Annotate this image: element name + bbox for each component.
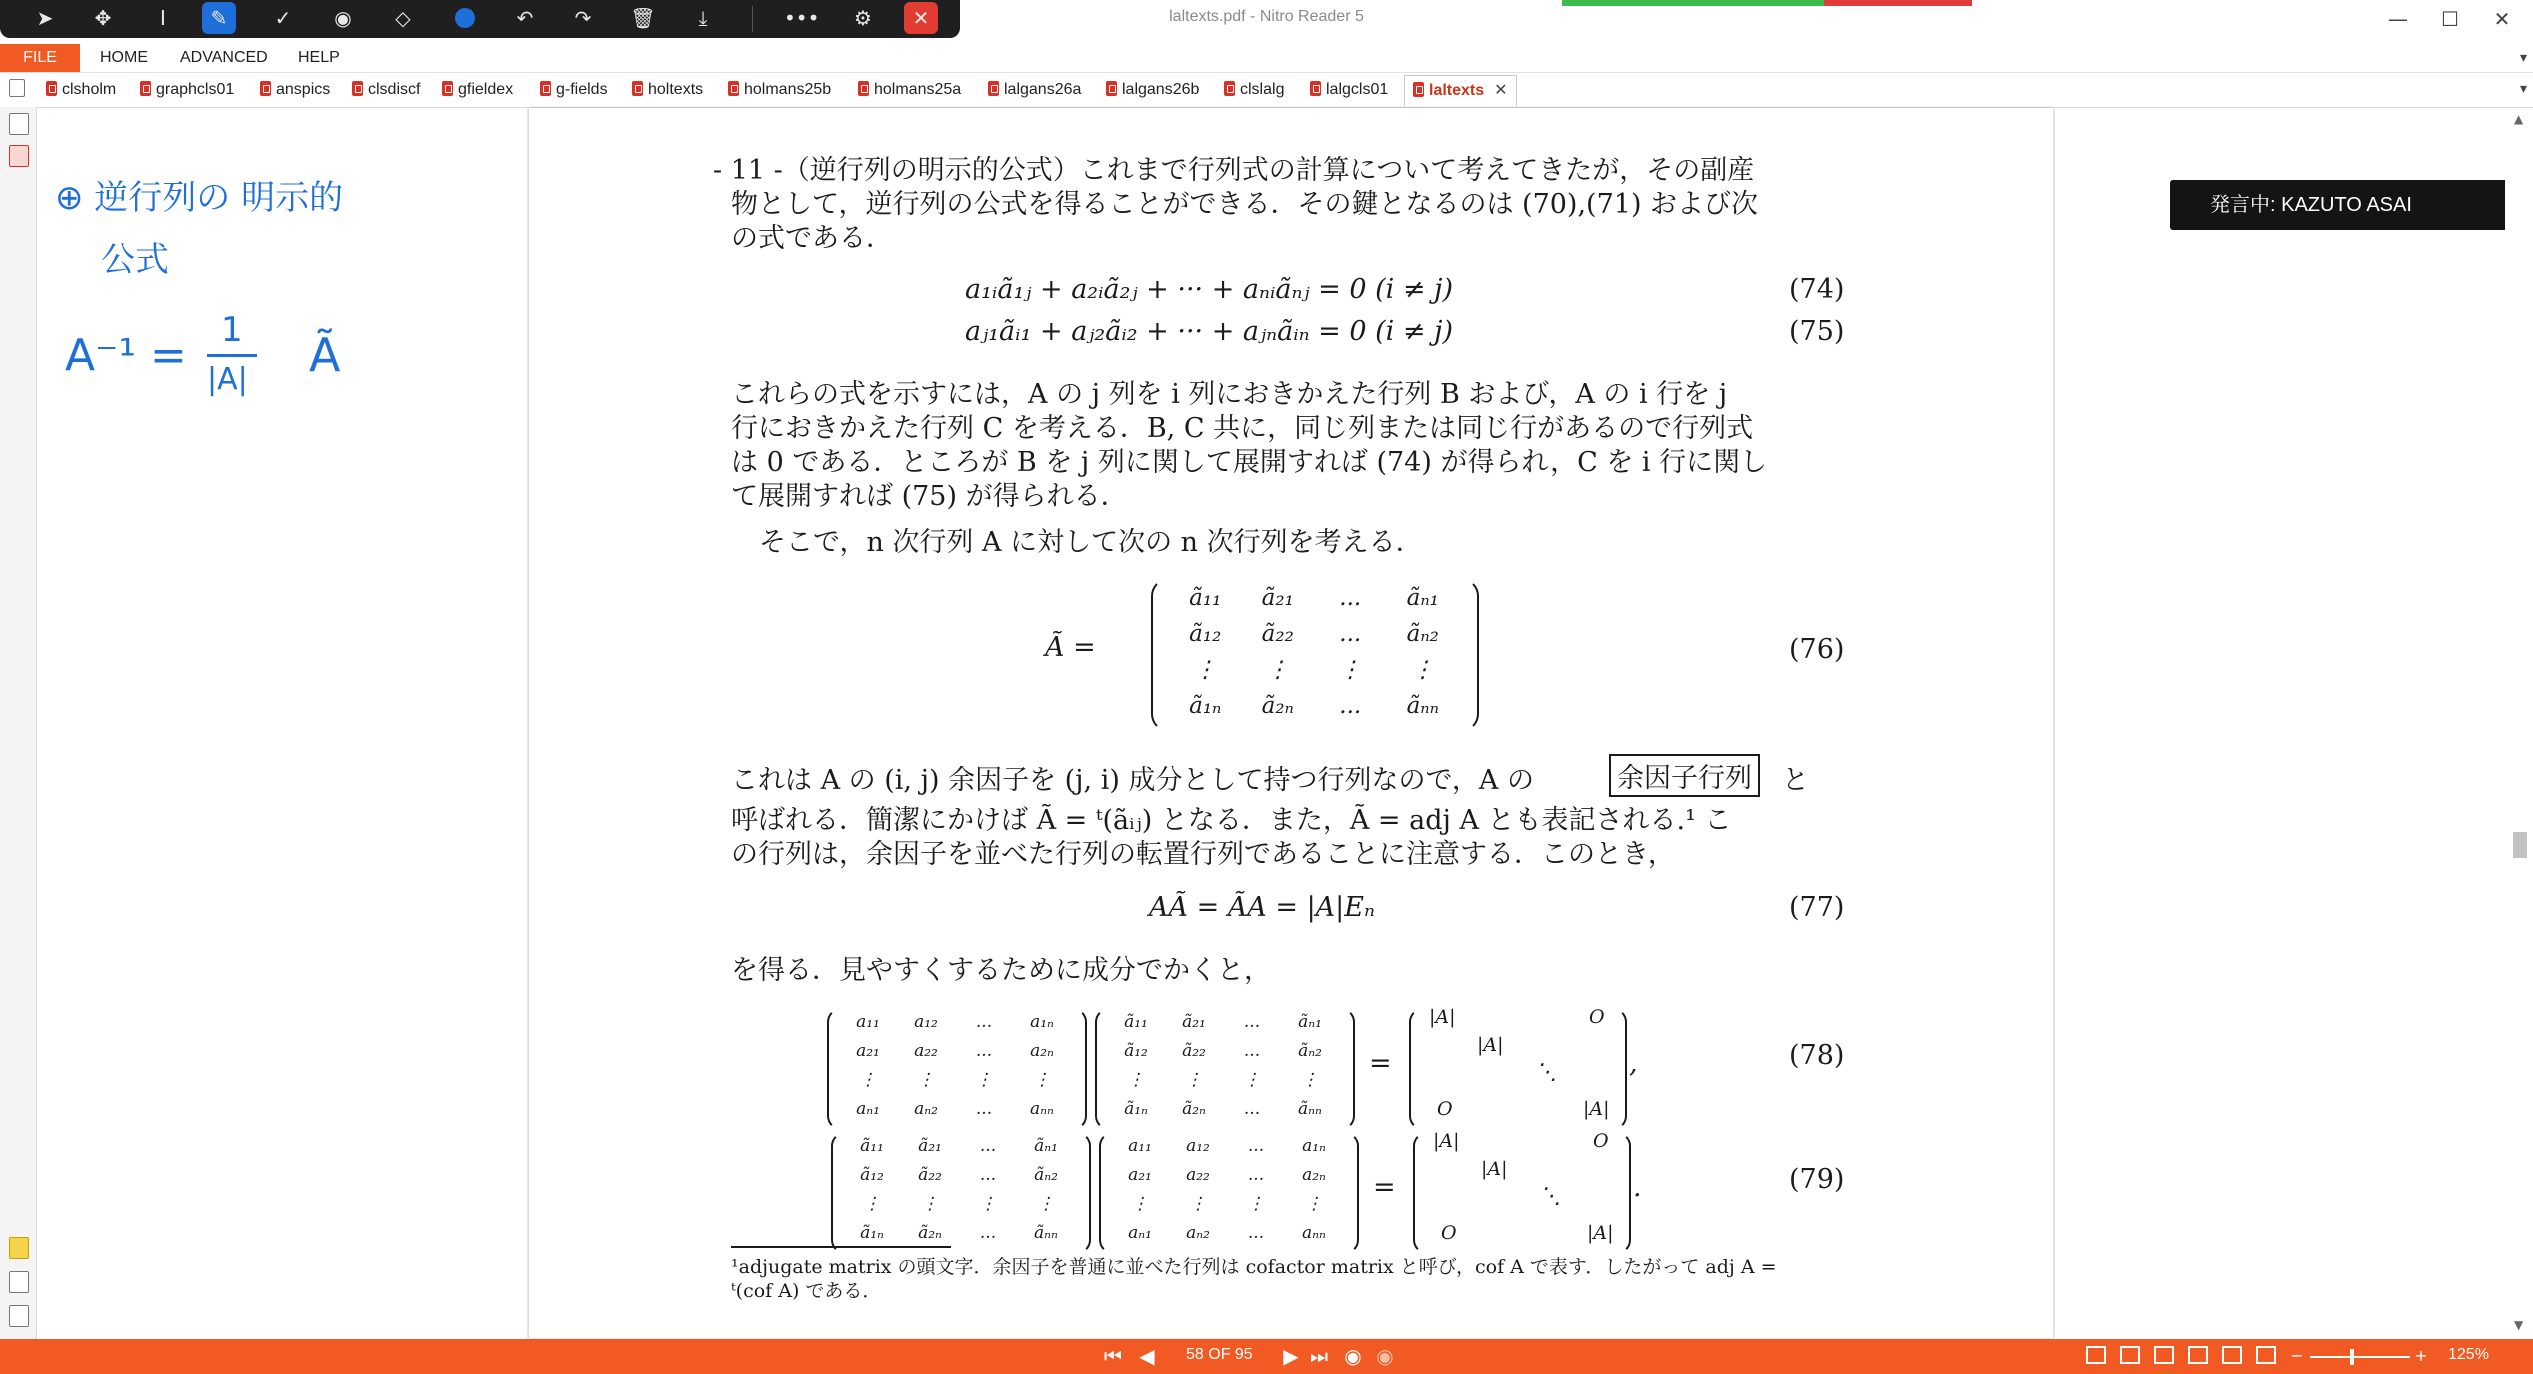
tab-label: lalgcls01: [1326, 81, 1389, 98]
pdf-file-icon: [858, 81, 869, 96]
equation-75: aⱼ₁ãᵢ₁ + aⱼ₂ãᵢ₂ + ··· + aⱼₙãᵢₙ = 0 (i ≠ j): [965, 316, 1453, 347]
tab-lalgans26a[interactable]: [988, 77, 1081, 103]
right-paren: [1077, 1132, 1091, 1254]
home-menu[interactable]: HOME: [100, 49, 148, 66]
matrix-cell: ...: [1247, 1223, 1265, 1243]
check-icon[interactable]: ✓: [274, 6, 292, 30]
zero-block: O: [1437, 1098, 1453, 1120]
close-toolbar-icon[interactable]: ✕: [904, 2, 938, 34]
tab-label: holmans25a: [874, 81, 962, 98]
matrix-cell: ã₁₂: [860, 1165, 884, 1185]
equation-77: AÃ = ÃA = |A|Eₙ: [1149, 892, 1375, 923]
matrix-cell: a₁₂: [914, 1012, 938, 1032]
paragraph-line: と: [1782, 765, 1809, 796]
pdf-file-icon: [46, 81, 57, 96]
eraser-icon[interactable]: ◇: [395, 6, 411, 30]
bookmarks-panel-icon[interactable]: [9, 145, 29, 167]
tab-label: gfieldex: [458, 81, 514, 98]
zero-block: O: [1441, 1222, 1457, 1244]
handwritten-formula-rhs: Ã: [309, 328, 341, 382]
next-page-icon[interactable]: ▶: [1283, 1344, 1299, 1368]
left-paren: [1413, 1132, 1427, 1254]
punctuation: ,: [1629, 1048, 1638, 1079]
matrix-cell: ãₙ₁: [1298, 1012, 1322, 1032]
matrix-cell: ãₙ₁: [1034, 1136, 1058, 1156]
footnote-rule: [731, 1246, 951, 1248]
file-menu[interactable]: FILE: [0, 44, 80, 72]
matrix-cell: ...: [1247, 1136, 1265, 1156]
matrix-cell: ⋮: [1266, 657, 1290, 683]
matrix-cell: ãₙₙ: [1034, 1223, 1058, 1243]
first-page-icon[interactable]: ⏮: [1104, 1344, 1122, 1368]
matrix-cell: ã₂₂: [1182, 1041, 1206, 1061]
matrix-cell: ã₂₁: [918, 1136, 942, 1156]
diagonal-entry: |A|: [1587, 1222, 1614, 1244]
close-window-button[interactable]: ✕: [2493, 7, 2511, 31]
layers-panel-icon[interactable]: [9, 1305, 29, 1327]
paragraph-line: 物として，逆行列の公式を得ることができる．その鍵となるのは (70),(71) および次: [731, 189, 1759, 220]
undo-icon[interactable]: ↶: [516, 6, 534, 30]
tab-lalgans26b[interactable]: [1106, 77, 1199, 103]
matrix-cell: ...: [979, 1165, 997, 1185]
tab-anspics[interactable]: [260, 77, 330, 103]
matrix-cell: ⋮: [1247, 1194, 1265, 1214]
punctuation: .: [1633, 1172, 1642, 1203]
tab-label: holmans25b: [744, 81, 832, 98]
pages-panel-icon[interactable]: [9, 113, 29, 135]
tab-label: graphcls01: [156, 81, 235, 98]
matrix-cell: ã₁₁: [860, 1136, 884, 1156]
pdf-file-icon: [1310, 81, 1321, 96]
matrix-cell: ã₂ₙ: [1261, 693, 1294, 719]
previous-page-icon[interactable]: ◀: [1139, 1344, 1155, 1368]
matrix-cell: ⋮: [1033, 1070, 1051, 1090]
scroll-up-icon[interactable]: ▲: [2514, 112, 2524, 126]
single-page-view-icon[interactable]: [2086, 1346, 2106, 1364]
handwritten-formula-denominator: |A|: [207, 362, 248, 397]
zoom-out-icon[interactable]: −: [2290, 1346, 2304, 1365]
tab-overflow-icon[interactable]: ▾: [2519, 81, 2527, 97]
whiteboard-margin-right: [2055, 108, 2505, 1338]
matrix-cell: ã₁ₙ: [860, 1223, 884, 1243]
tab-gfieldex[interactable]: [442, 77, 513, 103]
tab-label: laltexts: [1429, 82, 1485, 99]
pdf-file-icon: [442, 81, 453, 96]
comments-panel-icon[interactable]: [9, 1237, 29, 1259]
trash-icon[interactable]: 🗑: [630, 6, 656, 30]
left-paren: [1409, 1008, 1423, 1130]
tab-clslalg[interactable]: [1224, 77, 1284, 103]
matrix-cell: ...: [1339, 621, 1362, 647]
matrix-cell: ãₙₙ: [1298, 1099, 1322, 1119]
matrix-cell: ⋮: [1193, 657, 1217, 683]
matrix-cell: ⋮: [1037, 1194, 1055, 1214]
left-paren: [1151, 578, 1169, 732]
matrix-cell: ⋮: [917, 1070, 935, 1090]
vertical-scrollbar[interactable]: [2505, 108, 2533, 1338]
download-icon[interactable]: ⤓: [698, 6, 708, 30]
matrix-cell: ⋮: [1189, 1194, 1207, 1214]
paragraph-line: - 11 -（逆行列の明示的公式）これまで行列式の計算について考えてきたが，その副産: [713, 155, 1755, 186]
matrix-cell: ã₂ₙ: [918, 1223, 942, 1243]
right-paren: [1461, 578, 1479, 732]
tab-label: lalgans26a: [1004, 81, 1082, 98]
tab-holmans25b[interactable]: [728, 77, 831, 103]
matrix-cell: ⋮: [863, 1194, 881, 1214]
cofactor-matrix: [1169, 580, 1459, 724]
handwritten-fraction-bar: [207, 354, 257, 357]
matrix-cell: ãₙ₂: [1298, 1041, 1322, 1061]
fit-page-icon[interactable]: [2256, 1346, 2276, 1364]
matrix-cell: a₁₁: [1128, 1136, 1152, 1156]
scrollbar-thumb[interactable]: [2513, 832, 2527, 858]
last-page-icon[interactable]: ⏭: [1310, 1344, 1328, 1368]
matrix-cell: ...: [1243, 1012, 1261, 1032]
right-paren: [1617, 1132, 1631, 1254]
tab-graphcls01[interactable]: [140, 77, 234, 103]
tab-label: clsdiscf: [368, 81, 421, 98]
continuous-view-icon[interactable]: [2120, 1346, 2140, 1364]
user-settings-icon[interactable]: ⚙: [854, 6, 872, 30]
matrix-a-tilde: [1107, 1008, 1339, 1124]
matrix-cell: ãₙ₂: [1034, 1165, 1058, 1185]
equation-number: (79): [1789, 1164, 1845, 1195]
equation-number: (77): [1789, 892, 1845, 923]
tab-close-icon[interactable]: ✕: [1494, 82, 1508, 99]
document-viewport[interactable]: [37, 108, 2505, 1338]
diagonal-entry: |A|: [1481, 1158, 1508, 1180]
matrix-cell: ⋮: [1185, 1070, 1203, 1090]
matrix-cell: aₙ₁: [1128, 1223, 1152, 1243]
matrix-cell: ã₂₂: [918, 1165, 942, 1185]
tab-label: clsholm: [62, 81, 117, 98]
tab-laltexts[interactable]: [1404, 75, 1517, 106]
equals-sign: =: [1373, 1172, 1396, 1203]
matrix-a-tilde: [843, 1132, 1075, 1248]
matrix-cell: ã₁₂: [1124, 1041, 1148, 1061]
minimize-button[interactable]: —: [2388, 7, 2408, 31]
scroll-down-icon[interactable]: ▼: [2514, 1318, 2524, 1332]
equation-74: a₁ᵢã₁ⱼ + a₂ᵢã₂ⱼ + ··· + aₙᵢãₙⱼ = 0 (i ≠ j): [965, 274, 1453, 305]
matrix-cell: ...: [979, 1223, 997, 1243]
matrix-cell: a₂₁: [1128, 1165, 1152, 1185]
meeting-status-green: [1562, 0, 1824, 6]
matrix-cell: ã₁₂: [1189, 621, 1222, 647]
paragraph-line: の行列は，余因子を並べた行列の転置行列であることに注意する．このとき，: [731, 839, 1675, 870]
footnote-line: ¹adjugate matrix の頭文字．余因子を普通に並べた行列は cofactor matrix と呼び，cof A で表す．したがって adj A =: [731, 1256, 1777, 1278]
tab-label: g-fields: [556, 81, 608, 98]
matrix-cell: ...: [1339, 585, 1362, 611]
matrix-cell: ã₁₁: [1124, 1012, 1148, 1032]
matrix-cell: ...: [1339, 693, 1362, 719]
matrix-cell: a₂₂: [1186, 1165, 1210, 1185]
matrix-cell: aₙ₁: [856, 1099, 880, 1119]
matrix-cell: ⋮: [1131, 1194, 1149, 1214]
paragraph-line: の式である．: [731, 223, 893, 254]
pen-icon[interactable]: ✎: [202, 2, 236, 34]
matrix-cell: ⋮: [1411, 657, 1435, 683]
matrix-cell: aₙₙ: [1302, 1223, 1326, 1243]
handwritten-formula-numerator: 1: [221, 310, 243, 350]
matrix-cell: ...: [975, 1099, 993, 1119]
matrix-cell: a₂ₙ: [1302, 1165, 1326, 1185]
pdf-file-icon: [140, 81, 151, 96]
paragraph-line: これは A の (i, j) 余因子を (j, i) 成分として持つ行列なので，A の: [731, 765, 1535, 796]
pointer-icon[interactable]: ➤: [36, 6, 54, 30]
matrix-cell: ã₂ₙ: [1182, 1099, 1206, 1119]
right-paren: [1345, 1132, 1359, 1254]
diagonal-entry: |A|: [1433, 1130, 1460, 1152]
matrix-cell: ...: [1243, 1099, 1261, 1119]
matrix-cell: ...: [975, 1012, 993, 1032]
left-side-panel: [0, 107, 37, 1339]
matrix-cell: ãₙₙ: [1406, 693, 1439, 719]
whiteboard-margin-left: [37, 108, 527, 1338]
handwritten-formula-lhs: A⁻¹ =: [65, 330, 187, 381]
matrix-cell: a₁₂: [1186, 1136, 1210, 1156]
attachments-panel-icon[interactable]: [9, 1271, 29, 1293]
next-view-icon[interactable]: ◉: [1376, 1344, 1394, 1368]
matrix-cell: ãₙ₂: [1406, 621, 1439, 647]
matrix-cell: ã₁ₙ: [1189, 693, 1222, 719]
maximize-button[interactable]: ☐: [2441, 7, 2459, 31]
zoom-slider-thumb[interactable]: [2350, 1349, 2354, 1365]
paragraph-line: これらの式を示すには，A の j 列を i 列におきかえた行列 B および，A の i 行を j: [731, 379, 1728, 410]
toolbar-divider: [752, 6, 753, 32]
matrix-cell: ã₁₁: [1189, 585, 1222, 611]
matrix-cell: a₂ₙ: [1030, 1041, 1054, 1061]
pdf-file-icon: [1106, 81, 1117, 96]
tab-clsdiscf[interactable]: [352, 77, 420, 103]
facing-view-icon[interactable]: [2154, 1346, 2174, 1364]
right-paren: [1073, 1008, 1087, 1130]
tab-holtexts[interactable]: [632, 77, 703, 103]
matrix-cell: ...: [975, 1041, 993, 1061]
pdf-file-icon: [1224, 81, 1235, 96]
matrix-cell: a₁ₙ: [1030, 1012, 1054, 1032]
right-paren: [1341, 1008, 1355, 1130]
footnote-line: ᵗ(cof A) である．: [731, 1280, 882, 1302]
matrix-cell: a₂₂: [914, 1041, 938, 1061]
pdf-page: [529, 108, 2053, 1338]
matrix-a: [839, 1008, 1071, 1124]
tab-label: anspics: [276, 81, 331, 98]
pen-toolbar: [0, 0, 960, 38]
matrix-cell: aₙₙ: [1030, 1099, 1054, 1119]
diagonal-dots: ⋱: [1539, 1184, 1561, 1209]
pdf-file-icon: [1413, 82, 1424, 97]
equals-sign: =: [1369, 1048, 1392, 1079]
paragraph-line: 呼ばれる．簡潔にかけば Ã = ᵗ(ãᵢⱼ) となる．また，Ã = adj A とも表記される.¹ こ: [731, 805, 1732, 836]
matrix-cell: ...: [979, 1136, 997, 1156]
paragraph-line: 行におきかえた行列 C を考える．B, C 共に，同じ列または同じ行があるので行列式: [731, 413, 1754, 444]
tab-clsholm[interactable]: [46, 77, 116, 103]
matrix-cell: a₁₁: [856, 1012, 880, 1032]
pdf-file-icon: [728, 81, 739, 96]
handwritten-note-title: ⊕ 逆行列の 明示的: [55, 178, 344, 218]
equation-number: (75): [1789, 316, 1845, 347]
matrix-cell: ⋮: [975, 1070, 993, 1090]
diagonal-entry: |A|: [1477, 1034, 1504, 1056]
matrix-cell: ãₙ₁: [1406, 585, 1439, 611]
matrix-cell: ...: [1247, 1165, 1265, 1185]
matrix-cell: ã₁ₙ: [1124, 1099, 1148, 1119]
zero-block: O: [1589, 1006, 1605, 1028]
right-paren: [1613, 1008, 1627, 1130]
tab-label: clslalg: [1240, 81, 1285, 98]
matrix-cell: ã₂₁: [1261, 585, 1294, 611]
matrix-cell: a₂₁: [856, 1041, 880, 1061]
pdf-file-icon: [352, 81, 363, 96]
color-picker-icon[interactable]: [448, 2, 482, 34]
tab-label: holtexts: [648, 81, 704, 98]
tab-g-fields[interactable]: [540, 77, 608, 103]
page-indicator[interactable]: 58 OF 95: [1186, 1346, 1253, 1363]
diagonal-dots: ⋱: [1535, 1060, 1557, 1085]
paragraph-line: そこで，n 次行列 A に対して次の n 次行列を考える．: [759, 527, 1423, 558]
fit-width-icon[interactable]: [2222, 1346, 2242, 1364]
paragraph-line: は 0 である．ところが B を j 列に関して展開すれば (74) が得られ，C を i 行に関し: [731, 447, 1768, 478]
document-tab-bar: [0, 73, 2533, 108]
advanced-menu[interactable]: ADVANCED: [180, 49, 268, 66]
handwritten-note-subtitle: 公式: [101, 240, 169, 280]
tab-list-icon[interactable]: [9, 79, 25, 97]
matrix-cell: ⋮: [979, 1194, 997, 1214]
ribbon-collapse-icon[interactable]: ▾: [2519, 50, 2527, 66]
matrix-cell: aₙ₂: [914, 1099, 938, 1119]
matrix-cell: ⋮: [1305, 1194, 1323, 1214]
zero-block: O: [1593, 1130, 1609, 1152]
boxed-term: 余因子行列: [1609, 754, 1760, 797]
menu-bar: [0, 44, 2533, 73]
equation-number: (78): [1789, 1040, 1845, 1071]
matrix-cell: ⋮: [1338, 657, 1362, 683]
tab-lalgcls01[interactable]: [1310, 77, 1388, 103]
matrix-cell: ⋮: [859, 1070, 877, 1090]
equation-number: (76): [1789, 634, 1845, 665]
stamp-icon[interactable]: ◉: [334, 6, 352, 30]
equation-76-lhs: Ã =: [1045, 632, 1096, 663]
matrix-cell: a₁ₙ: [1302, 1136, 1326, 1156]
tab-holmans25a[interactable]: [858, 77, 961, 103]
tab-label: lalgans26b: [1122, 81, 1200, 98]
window-title: laltexts.pdf - Nitro Reader 5: [1169, 8, 1364, 25]
pdf-file-icon: [260, 81, 271, 96]
speaker-badge: 発言中: KAZUTO ASAI: [2170, 180, 2512, 230]
pdf-file-icon: [988, 81, 999, 96]
bottom-navigation-bar: [0, 1339, 2533, 1374]
zoom-in-icon[interactable]: +: [2414, 1346, 2428, 1365]
matrix-cell: ...: [1243, 1041, 1261, 1061]
matrix-cell: aₙ₂: [1186, 1223, 1210, 1243]
diagonal-entry: |A|: [1583, 1098, 1610, 1120]
matrix-a: [1111, 1132, 1343, 1248]
pdf-file-icon: [632, 81, 643, 96]
diagonal-entry: |A|: [1429, 1006, 1456, 1028]
matrix-cell: ⋮: [1127, 1070, 1145, 1090]
zoom-level[interactable]: 125%: [2448, 1346, 2489, 1363]
pdf-file-icon: [540, 81, 551, 96]
meeting-status-red: [1824, 0, 1972, 6]
redo-icon[interactable]: ↷: [574, 6, 592, 30]
matrix-cell: ⋮: [1301, 1070, 1319, 1090]
paragraph-line: て展開すれば (75) が得られる．: [731, 481, 1128, 512]
text-cursor-icon[interactable]: I: [160, 6, 166, 30]
move-icon[interactable]: ✥: [94, 6, 112, 30]
matrix-cell: ã₂₁: [1182, 1012, 1206, 1032]
matrix-cell: ⋮: [1243, 1070, 1261, 1090]
matrix-cell: ⋮: [921, 1194, 939, 1214]
paragraph-line: を得る．見やすくするために成分でかくと，: [731, 955, 1271, 986]
matrix-cell: ã₂₂: [1261, 621, 1294, 647]
more-icon[interactable]: •••: [784, 6, 820, 30]
previous-view-icon[interactable]: ◉: [1344, 1344, 1362, 1368]
help-menu[interactable]: HELP: [298, 49, 340, 66]
facing-continuous-view-icon[interactable]: [2188, 1346, 2208, 1364]
equation-number: (74): [1789, 274, 1845, 305]
zoom-slider[interactable]: [2310, 1356, 2410, 1358]
